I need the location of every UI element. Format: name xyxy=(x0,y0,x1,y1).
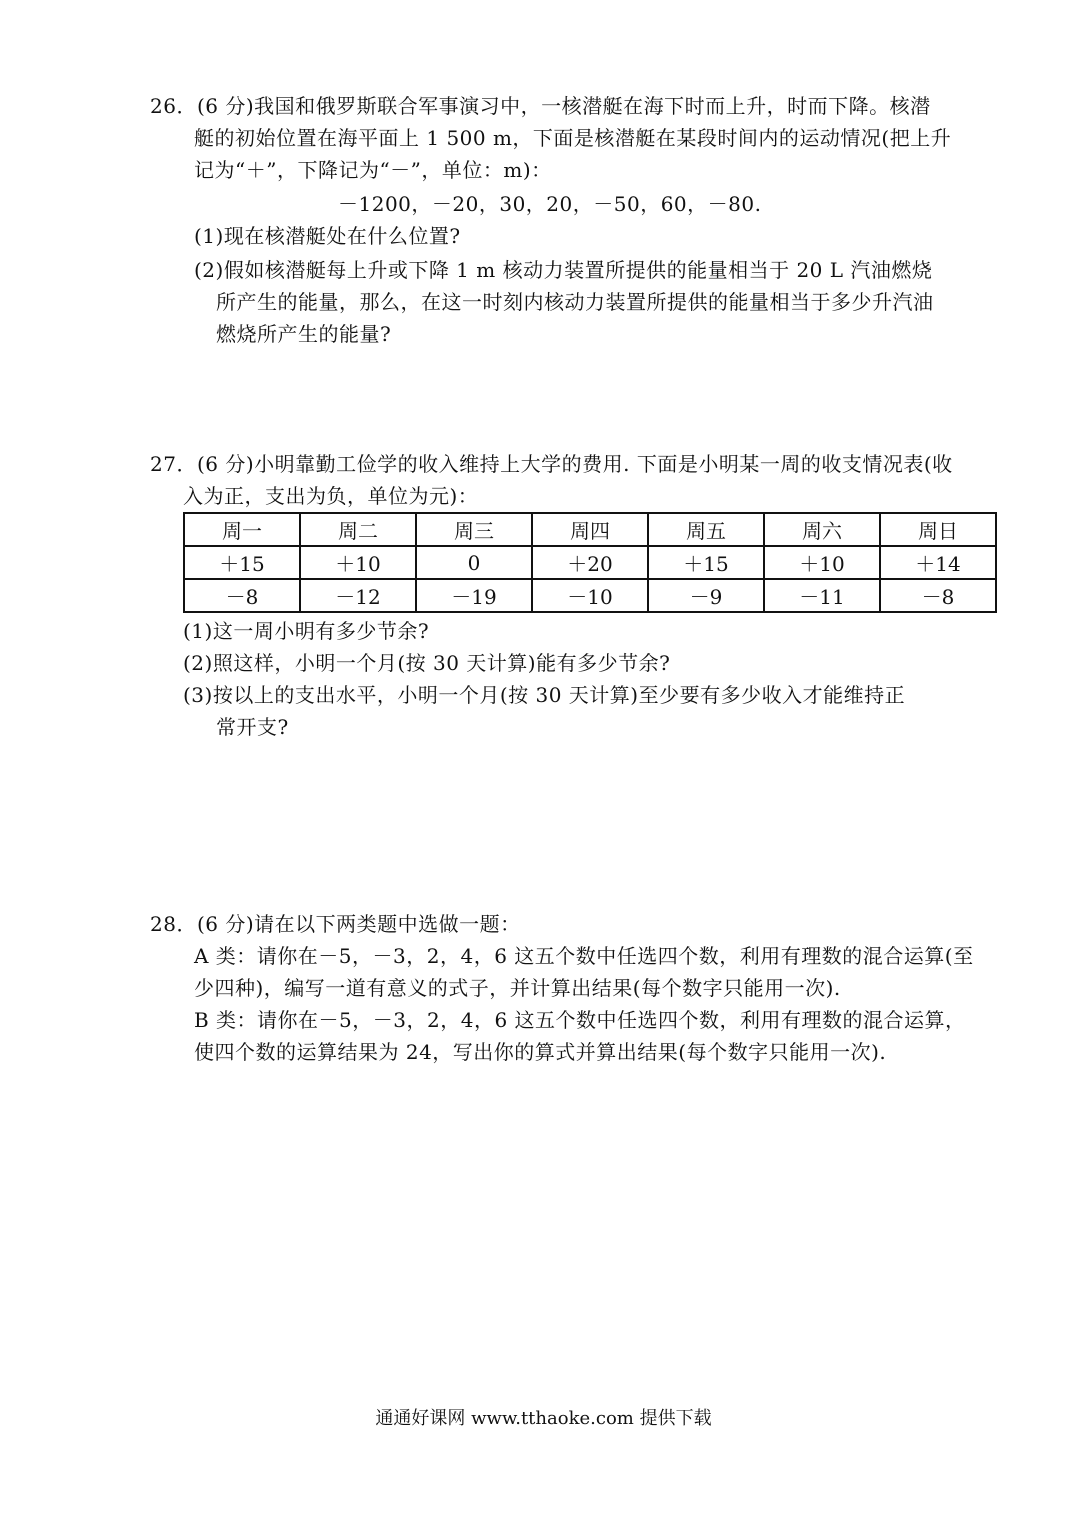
table-header-cell: 周一 xyxy=(184,513,300,546)
table-cell: ＋20 xyxy=(532,546,648,579)
table-cell: －8 xyxy=(184,579,300,612)
q27-sub-3-line-2: 常开支? xyxy=(216,715,289,739)
table-cell: －8 xyxy=(880,579,996,612)
q27-sub-3-line-1: (3)按以上的支出水平，小明一个月(按 30 天计算)至少要有多少收入才能维持正 xyxy=(183,683,906,707)
page-footer: 通通好课网 www.tthaoke.com 提供下载 xyxy=(375,1408,712,1429)
table-cell: ＋15 xyxy=(648,546,764,579)
q27-sub-2: (2)照这样，小明一个月(按 30 天计算)能有多少节余? xyxy=(183,651,671,675)
table-cell: －10 xyxy=(532,579,648,612)
q27-line-1: 27．(6 分)小明靠勤工俭学的收入维持上大学的费用. 下面是小明某一周的收支情况表(收 xyxy=(150,452,953,476)
q26-line-3: 记为“＋”，下降记为“－”，单位：m)： xyxy=(194,158,552,182)
table-cell: ＋14 xyxy=(880,546,996,579)
q26-sub-2-line-1: (2)假如核潜艇每上升或下降 1 m 核动力装置所提供的能量相当于 20 L 汽油燃烧 xyxy=(194,258,933,282)
table-header-cell: 周三 xyxy=(416,513,532,546)
table-cell: ＋10 xyxy=(764,546,880,579)
q26-line-2: 艇的初始位置在海平面上 1 500 m，下面是核潜艇在某段时间内的运动情况(把上升 xyxy=(194,126,952,150)
table-cell: ＋10 xyxy=(300,546,416,579)
q26-line-1: 26．(6 分)我国和俄罗斯联合军事演习中，一核潜艇在海下时而上升，时而下降。核潜 xyxy=(150,94,931,118)
table-cell: －12 xyxy=(300,579,416,612)
table-cell: －19 xyxy=(416,579,532,612)
table-cell: －9 xyxy=(648,579,764,612)
table-header-cell: 周四 xyxy=(532,513,648,546)
table-header-cell: 周五 xyxy=(648,513,764,546)
q27-sub-1: (1)这一周小明有多少节余? xyxy=(183,619,430,643)
q26-sub-2-line-3: 燃烧所产生的能量? xyxy=(216,322,392,346)
q28-a-line-1: A 类：请你在－5，－3，2，4，6 这五个数中任选四个数，利用有理数的混合运算(至 xyxy=(194,944,974,968)
table-cell: 0 xyxy=(416,546,532,579)
table-header-cell: 周日 xyxy=(880,513,996,546)
q26-sub-2-line-2: 所产生的能量，那么，在这一时刻内核动力装置所提供的能量相当于多少升汽油 xyxy=(216,290,934,314)
table-header-cell: 周二 xyxy=(300,513,416,546)
q27-line-2: 入为正，支出为负，单位为元)： xyxy=(183,484,479,508)
q28-line-1: 28．(6 分)请在以下两类题中选做一题： xyxy=(150,912,521,936)
table-cell: －11 xyxy=(764,579,880,612)
table-income-row xyxy=(184,546,996,579)
q26-data-line: －1200，－20，30，20，－50，60，－80. xyxy=(338,192,762,216)
table-cell: ＋15 xyxy=(184,546,300,579)
table-header-cell: 周六 xyxy=(764,513,880,546)
income-expense-table xyxy=(183,512,997,613)
table-header-row xyxy=(184,513,996,546)
q28-a-line-2: 少四种)，编写一道有意义的式子，并计算出结果(每个数字只能用一次). xyxy=(194,976,841,1000)
table-expense-row xyxy=(184,579,996,612)
q26-sub-1: (1)现在核潜艇处在什么位置? xyxy=(194,224,461,248)
q28-b-line-2: 使四个数的运算结果为 24，写出你的算式并算出结果(每个数字只能用一次). xyxy=(194,1040,887,1064)
q28-b-line-1: B 类：请你在－5，－3，2，4，6 这五个数中任选四个数，利用有理数的混合运算， xyxy=(194,1008,966,1032)
